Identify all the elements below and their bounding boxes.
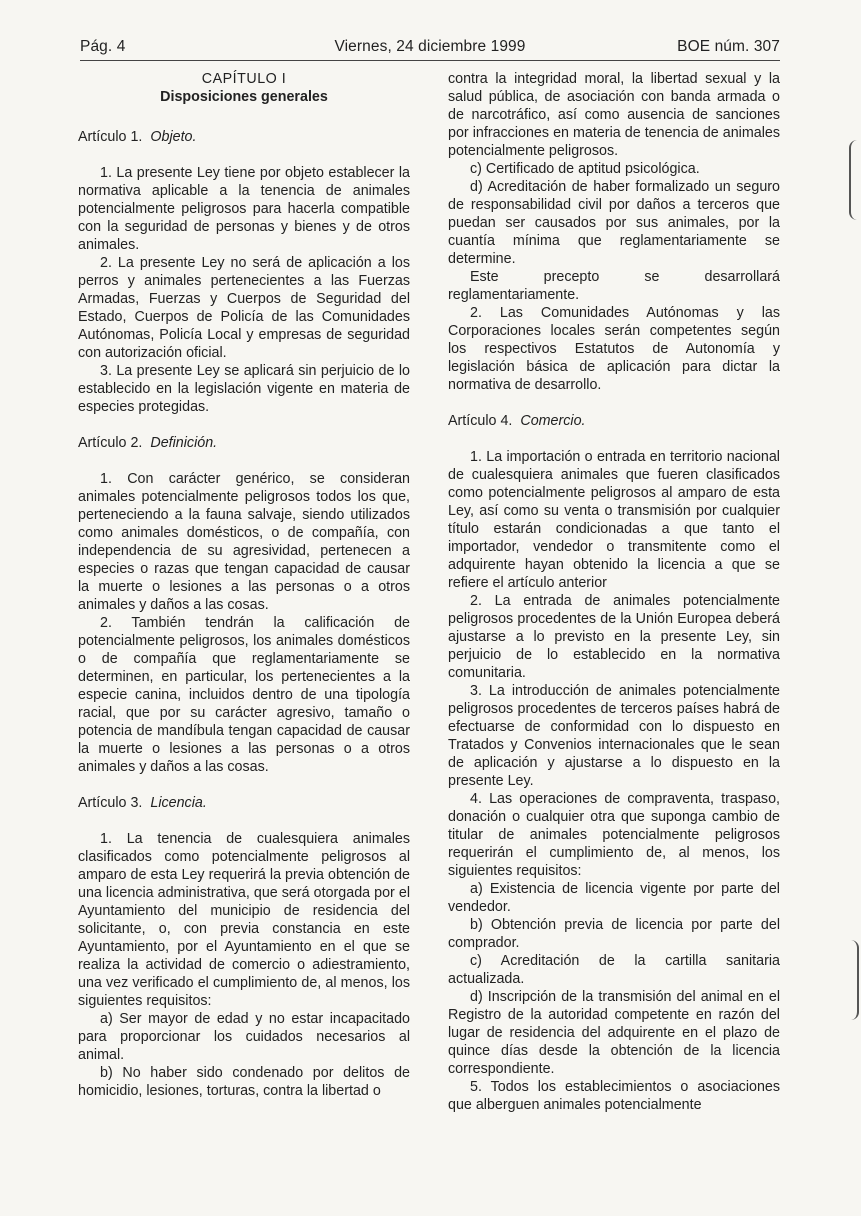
article-3-heading [78, 794, 410, 812]
paragraph: 3. La presente Ley se aplicará sin perjuicio de lo establecido en la legislación vigente en materia de especies protegidas. [78, 363, 410, 415]
paragraph: 4. Las operaciones de compraventa, traspaso, donación o cualquier otra que suponga cambio de titular de animales potencialmente peligrosos requerirán el cumplimiento de, al menos, los siguientes requisitos: [448, 791, 780, 879]
paragraph: b) Obtención previa de licencia por parte del comprador. [448, 917, 780, 951]
spacer [78, 416, 410, 434]
paragraph: 2. La entrada de animales potencialmente peligrosos procedentes de la Unión Europea deberá ajustarse a lo previsto en la presente Ley, sin perjuicio de lo establecido en la normativa comunitaria. [448, 593, 780, 681]
article-2-heading [78, 434, 410, 452]
article-number: Artículo 2. [78, 435, 143, 451]
spacer [448, 430, 780, 448]
paragraph: 2. Las Comunidades Autónomas y las Corporaciones locales serán competentes según los respectivos Estatutos de Autonomía y legislación básica de aplicación para dictar la normativa de desarrollo. [448, 305, 780, 393]
article-number: Artículo 4. [448, 413, 513, 429]
paragraph: a) Ser mayor de edad y no estar incapacitado para proporcionar los cuidados necesarios al animal. [78, 1011, 410, 1063]
paragraph: 2. La presente Ley no será de aplicación a los perros y animales pertenecientes a las Fuerzas Armadas, Fuerzas y Cuerpos de Seguridad del Estado, Cuerpos de Policía de las Comunidades Autónomas, Policía Local y empresas de seguridad con autorización oficial. [78, 255, 410, 361]
paragraph: 1. La importación o entrada en territorio nacional de cualesquiera animales que fueren clasificados como potencialmente peligrosos al amparo de esta Ley, así como su venta o transmisión por cualquier título estarán condicionadas a que tanto el importador, vendedor o transmitente como el adquirente hayan obtenido la licencia a que se refiere el artículo anterior [448, 449, 780, 591]
article-number: Artículo 3. [78, 795, 143, 811]
paragraph: d) Acreditación de haber formalizado un seguro de responsabilidad civil por daños a terceros que puedan ser causados por sus animales, por la cuantía mínima que reglamentariamente se determine. [448, 179, 780, 267]
paragraph: contra la integridad moral, la libertad sexual y la salud pública, de asociación con banda armada o de narcotráfico, así como ausencia de sanciones por infracciones en materia de tenencia de animales potencialmente peligrosos. [448, 71, 780, 159]
article-name: Definición. [150, 435, 218, 451]
left-column [78, 70, 410, 1100]
right-column [448, 70, 780, 1114]
issue-number: BOE núm. 307 [677, 38, 780, 55]
binder-mark [847, 940, 859, 1020]
article-4-heading [448, 412, 780, 430]
article-name: Licencia. [150, 795, 207, 811]
article-number: Artículo 1. [78, 129, 143, 145]
paragraph: d) Inscripción de la transmisión del animal en el Registro de la autoridad competente en razón del lugar de residencia del adquirente en el plazo de quince días desde la obtención de la licencia correspondiente. [448, 989, 780, 1077]
binder-mark [849, 140, 861, 220]
paragraph: 2. También tendrán la calificación de potencialmente peligrosos, los animales domésticos o de compañía que reglamentariamente se determinen, en particular, los pertenecientes a la especie canina, incluidos dentro de una tipología racial, que por su carácter agresivo, tamaño o potencia de mandíbula tengan capacidad de causar la muerte o lesiones a las personas o a otros animales y daños a las cosas. [78, 615, 410, 775]
paragraph: 1. La tenencia de cualesquiera animales clasificados como potencialmente peligrosos al amparo de esta Ley requerirá la previa obtención de una licencia administrativa, que será otorgada por el Ayuntamiento del municipio de residencia del solicitante, o, con previa constancia en este Ayuntamiento, por el Ayuntamiento en el que se realiza la actividad de comercio o adiestramiento, una vez verificado el cumplimiento de, al menos, los siguientes requisitos: [78, 831, 410, 1009]
spacer [78, 776, 410, 794]
paragraph: c) Acreditación de la cartilla sanitaria actualizada. [448, 953, 780, 987]
paragraph: c) Certificado de aptitud psicológica. [470, 161, 700, 177]
spacer [448, 394, 780, 412]
paragraph: Este precepto se desarrollará reglamentariamente. [448, 269, 780, 303]
spacer [78, 452, 410, 470]
article-1-heading [78, 128, 410, 146]
article-name: Comercio. [520, 413, 586, 429]
spacer [78, 146, 410, 164]
header-rule [80, 60, 780, 61]
section-title: Disposiciones generales [160, 89, 328, 105]
paragraph: 1. Con carácter genérico, se consideran animales potencialmente peligrosos todos los que, perteneciendo a la fauna salvaje, siendo utilizados como animales domésticos, o de compañía, con independencia de su agresividad, pertenecen a especies o razas que tengan capacidad de causar la muerte o lesiones a las personas o a otros animales y daños a las cosas. [78, 471, 410, 613]
paragraph: 5. Todos los establecimientos o asociaciones que alberguen animales potencialmente [448, 1079, 780, 1113]
article-name: Objeto. [150, 129, 197, 145]
paragraph: 3. La introducción de animales potencialmente peligrosos procedentes de terceros países habrá de efectuarse de conformidad con lo dispuesto en Tratados y Convenios internacionales que le sean de aplicación y ajustarse a lo dispuesto en la presente Ley. [448, 683, 780, 789]
spacer [78, 812, 410, 830]
paragraph: a) Existencia de licencia vigente por parte del vendedor. [448, 881, 780, 915]
spacer [78, 106, 410, 128]
paragraph: b) No haber sido condenado por delitos de homicidio, lesiones, torturas, contra la libertad o [78, 1065, 410, 1099]
page-header [80, 38, 780, 58]
page-number: Pág. 4 [80, 38, 126, 55]
publication-date: Viernes, 24 diciembre 1999 [334, 38, 526, 55]
chapter-title: CAPÍTULO I [201, 71, 287, 87]
paragraph: 1. La presente Ley tiene por objeto establecer la normativa aplicable a la tenencia de animales potencialmente peligrosos para hacerla compatible con la seguridad de personas y bienes y de otros animales. [78, 165, 410, 253]
